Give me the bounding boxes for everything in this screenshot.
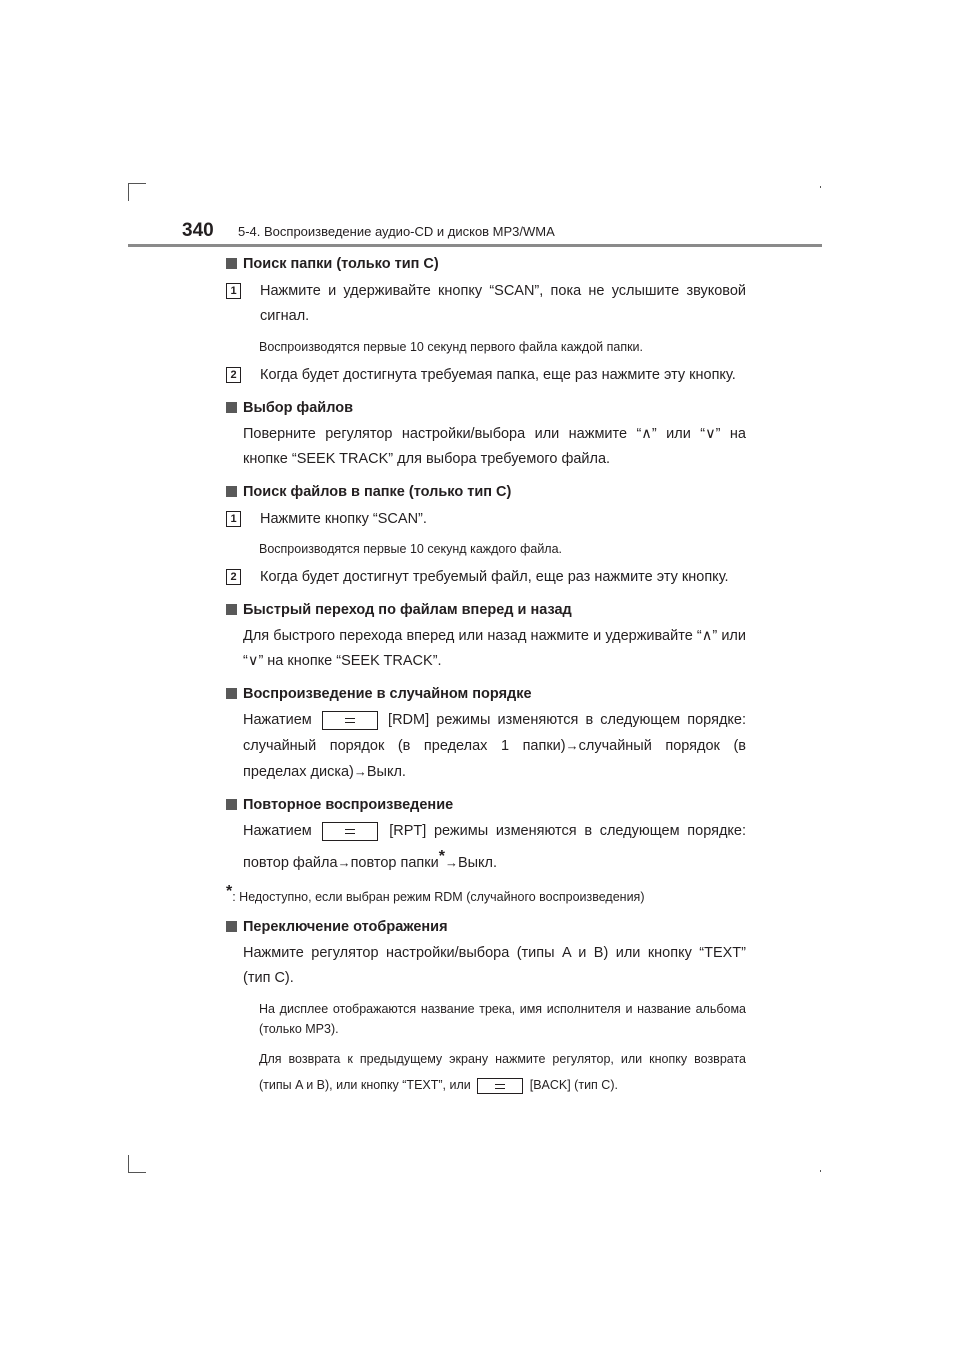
bullet-square-icon xyxy=(226,799,237,810)
text-fragment: Выкл. xyxy=(457,854,498,871)
step xyxy=(226,279,746,329)
arrow-right-icon: → xyxy=(353,764,367,779)
footnote-star: * xyxy=(226,882,233,900)
section-display-switch xyxy=(226,916,746,1098)
button-mark xyxy=(345,829,355,834)
text-fragment: [RDM] режимы изменяются в следующем порядке: случайный порядок (в пределах 1 папки) xyxy=(243,712,746,754)
section-heading xyxy=(226,794,746,816)
step xyxy=(226,565,746,590)
footnote-star: * xyxy=(438,848,445,865)
step-number-badge: 1 xyxy=(226,283,241,299)
text-fragment: [BACK] (тип C). xyxy=(529,1077,618,1092)
step-number-badge: 1 xyxy=(226,511,241,527)
text-fragment: Нажатием xyxy=(243,712,312,728)
section-heading xyxy=(226,481,746,503)
section-random-play xyxy=(226,683,746,785)
section-text: Нажмите регулятор настройки/выбора (типы A и B) или кнопку “TEXT” (тип C). xyxy=(243,944,746,986)
bullet-square-icon xyxy=(226,688,237,699)
page-content xyxy=(226,253,746,1098)
section-heading xyxy=(226,397,746,419)
button-mark xyxy=(345,718,355,723)
rpt-button-icon xyxy=(322,822,378,841)
section-repeat-play xyxy=(226,794,746,907)
step-text: Нажмите кнопку “SCAN”. xyxy=(260,511,427,527)
section-note: На дисплее отображаются название трека, имя исполнителя и название альбома (только MP3). xyxy=(259,1001,746,1036)
section-fast-seek xyxy=(226,599,746,674)
text-fragment: [RPT] режимы изменяются в следующем порядке: повтор файла xyxy=(243,823,747,871)
header-rule xyxy=(128,244,822,247)
crop-mark-bottom-left-vertical xyxy=(128,1155,129,1173)
bullet-square-icon xyxy=(226,486,237,497)
section-file-search xyxy=(226,481,746,590)
bullet-square-icon xyxy=(226,402,237,413)
heading-text: Воспроизведение в случайном порядке xyxy=(243,686,532,702)
section-title: 5-4. Воспроизведение аудио-CD и дисков MP3/WMA xyxy=(238,224,555,239)
heading-text: Поиск файлов в папке (только тип C) xyxy=(243,484,512,500)
step-text: Когда будет достигнута требуемая папка, еще раз нажмите эту кнопку. xyxy=(260,367,736,383)
bullet-square-icon xyxy=(226,921,237,932)
heading-text: Быстрый переход по файлам вперед и назад xyxy=(243,602,572,618)
arrow-right-icon: → xyxy=(565,738,579,753)
step xyxy=(226,363,746,388)
footnote xyxy=(226,882,746,907)
step-number-badge: 2 xyxy=(226,367,241,383)
page-number: 340 xyxy=(182,220,214,241)
back-button-icon xyxy=(477,1078,523,1094)
crop-mark-bottom-left-horizontal xyxy=(128,1172,146,1173)
section-heading xyxy=(226,253,746,275)
text-fragment: Выкл. xyxy=(366,764,406,780)
crop-mark-bottom-right xyxy=(820,1170,821,1172)
crop-mark-top-left-horizontal xyxy=(128,183,146,184)
section-text xyxy=(243,708,746,785)
step-text: Нажмите и удерживайте кнопку “SCAN”, пока не услышите звуковой сигнал. xyxy=(260,283,746,324)
crop-mark-top-left-vertical xyxy=(128,183,129,201)
bullet-square-icon xyxy=(226,258,237,269)
section-text xyxy=(243,819,746,876)
heading-text: Поиск папки (только тип C) xyxy=(243,256,439,272)
section-text: Для быстрого перехода вперед или назад нажмите и удерживайте “∧” или “∨” на кнопке “SEEK TRACK”. xyxy=(243,628,746,669)
step-note: Воспроизводятся первые 10 секунд каждого файла. xyxy=(259,542,563,556)
step-note: Воспроизводятся первые 10 секунд первого файла каждой папки. xyxy=(259,340,644,354)
section-heading xyxy=(226,916,746,938)
arrow-right-icon: → xyxy=(444,854,458,870)
section-heading xyxy=(226,599,746,621)
text-fragment: Нажатием xyxy=(243,823,312,839)
section-folder-search xyxy=(226,253,746,388)
section-file-select xyxy=(226,397,746,472)
bullet-square-icon xyxy=(226,604,237,615)
text-fragment: повтор папки xyxy=(350,854,439,871)
text-fragment: Для возврата к предыдущему экрану нажмите регулятор, или кнопку возврата (типы A и B), или кнопку “TEXT”, или xyxy=(259,1051,746,1092)
rdm-button-icon xyxy=(322,711,378,730)
section-heading xyxy=(226,683,746,705)
section-text: Поверните регулятор настройки/выбора или нажмите “∧” или “∨” на кнопке “SEEK TRACK” для выбора требуемого файла. xyxy=(243,426,746,467)
heading-text: Выбор файлов xyxy=(243,400,354,416)
crop-mark-top-right xyxy=(820,186,821,188)
section-note xyxy=(259,1046,746,1098)
heading-text: Переключение отображения xyxy=(243,918,448,935)
button-mark xyxy=(495,1084,505,1089)
step xyxy=(226,507,746,532)
footnote-text: : Недоступно, если выбран режим RDM (случайного воспроизведения) xyxy=(232,889,645,904)
text-fragment: случайный порядок (в пределах диска) xyxy=(243,738,746,780)
step-text: Когда будет достигнут требуемый файл, еще раз нажмите эту кнопку. xyxy=(260,569,729,585)
step-number-badge: 2 xyxy=(226,569,241,585)
arrow-right-icon: → xyxy=(337,854,351,870)
heading-text: Повторное воспроизведение xyxy=(243,797,454,813)
